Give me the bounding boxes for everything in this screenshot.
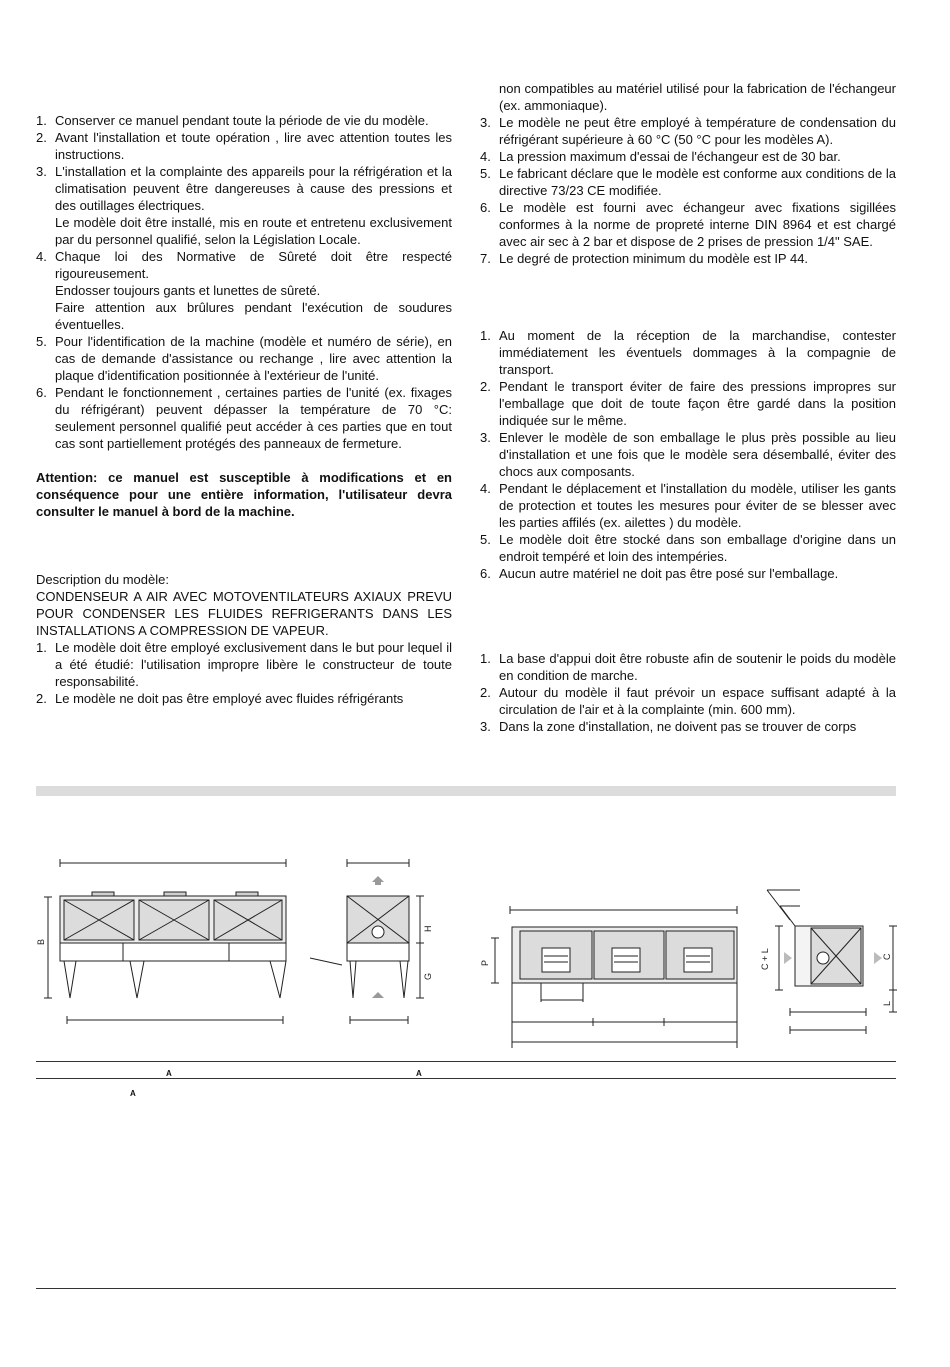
table-bottom-rule bbox=[36, 1288, 896, 1289]
list-item-text: Le modèle doit être stocké dans son emballage d'origine dans un endroit tempéré et loin des intempéries. bbox=[499, 532, 896, 564]
list-number: 1. bbox=[480, 651, 491, 666]
list-item-text: Chaque loi des Normative de Sûreté doit être respecté rigoureusement. bbox=[55, 249, 452, 281]
description-title: CONDENSEUR A AIR AVEC MOTOVENTILATEURS AXIAUX PREVU POUR CONDENSER LES FLUIDES REFRIGERANTS DANS LES INSTALLATIONS A COMPRESSION DE VAPEUR. bbox=[36, 589, 452, 638]
list-number: 3. bbox=[480, 115, 491, 130]
list-item-text: Le modèle doit être employé exclusivement dans le but pour lequel il a été étudié: l'utilisation impropre libère le constructeur de toute responsabilité. bbox=[55, 640, 452, 689]
side-view-drawing bbox=[310, 859, 424, 1024]
list-item bbox=[36, 333, 452, 384]
list-number: 3. bbox=[36, 164, 47, 179]
list-number: 3. bbox=[480, 719, 491, 734]
manual-warning: Attention: ce manuel est susceptible à modifications et en conséquence pour une entière information, l'utilisateur devra consulter le manuel à bord de la machine. bbox=[36, 470, 452, 519]
list-item-text: Le fabricant déclare que le modèle est conforme aux conditions de la directive 73/23 CE modifiée. bbox=[499, 166, 896, 198]
list-item bbox=[480, 718, 896, 735]
description-label: Description du modèle: bbox=[36, 572, 169, 587]
list-number: 2. bbox=[36, 130, 47, 145]
list-number: 1. bbox=[36, 640, 47, 655]
table-header-cell: A bbox=[416, 1069, 422, 1078]
list-item-text: Au moment de la réception de la marchandise, contester immédiatement les éventuels dommages à la compagnie de transport. bbox=[499, 328, 896, 377]
list-item-text: Enlever le modèle de son emballage le plus près possible au lieu d'installation et une fois que le modèle sera désemballé, éviter des chocs aux composants. bbox=[499, 430, 896, 479]
dimension-drawings bbox=[0, 840, 950, 1055]
right-column bbox=[480, 80, 896, 735]
list-item-text: Aucun autre matériel ne doit pas être posé sur l'emballage. bbox=[499, 566, 839, 581]
list-item-text: Le modèle ne peut être employé à température de condensation du réfrigérant supérieure à 60 °C (50 °C pour les modèles A). bbox=[499, 115, 896, 147]
list-number: 2. bbox=[480, 685, 491, 700]
safety-list bbox=[36, 112, 452, 452]
list-number: 5. bbox=[36, 334, 47, 349]
list-item-text: Endosser toujours gants et lunettes de sûreté. bbox=[55, 283, 321, 298]
list-item bbox=[480, 684, 896, 718]
list-item bbox=[36, 384, 452, 452]
table-header-rule bbox=[36, 1078, 896, 1079]
list-item bbox=[36, 639, 452, 690]
list-number: 6. bbox=[36, 385, 47, 400]
list-item bbox=[36, 690, 452, 707]
list-item bbox=[480, 480, 896, 531]
list-item-text: Pendant le transport éviter de faire des pressions impropres sur l'emballage que doit de toute façon être gardé dans la position indiquée sur le même. bbox=[499, 379, 896, 428]
list-item-text: Le modèle doit être installé, mis en route et entretenu exclusivement par du personnel qualifié, selon la Législation Locale. bbox=[55, 215, 452, 247]
list-item-text: Le modèle ne doit pas être employé avec fluides réfrigérants bbox=[55, 691, 404, 706]
list-item bbox=[36, 129, 452, 163]
list-item bbox=[480, 378, 896, 429]
list-item bbox=[480, 250, 896, 267]
dim-label-l: L bbox=[882, 1000, 892, 1006]
list-number: 2. bbox=[480, 379, 491, 394]
use-list bbox=[36, 639, 452, 707]
list-item bbox=[480, 114, 896, 148]
dim-label-g: G bbox=[423, 972, 433, 980]
list-item bbox=[36, 248, 452, 333]
dim-label-p: P bbox=[480, 959, 490, 966]
list-item bbox=[480, 327, 896, 378]
table-cell: A bbox=[130, 1089, 136, 1098]
list-item-text: Avant l'installation et toute opération , lire avec attention toutes les instructions. bbox=[55, 130, 452, 162]
list-item-text: La base d'appui doit être robuste afin de soutenir le poids du modèle en condition de marche. bbox=[499, 651, 896, 683]
list-item-text: Pendant le fonctionnement , certaines parties de l'unité (ex. fixages du réfrigérant) peuvent dépasser la température de 70 °C: seulement personnel qualifié peut accéder à ces parties que en tout cas sont partiellement protégés des panneaux de fermeture. bbox=[55, 385, 452, 451]
list-item-text: L'installation et la complainte des appareils pour la réfrigération et la climatisation peuvent être dangereuses à cause des pressions et des outillages électriques. bbox=[55, 164, 452, 213]
list-item-text: Pendant le déplacement et l'installation du modèle, utiliser les gants de protection et toutes les mesures pour éviter de se blesser avec les parties affilés (ex. ailettes ) du modèle. bbox=[499, 481, 896, 530]
list-item-text: Faire attention aux brûlures pendant l'exécution de soudures éventuelles. bbox=[55, 300, 452, 332]
list-number: 4. bbox=[480, 149, 491, 164]
list-number: 1. bbox=[36, 113, 47, 128]
transport-list bbox=[480, 327, 896, 582]
use-list-continued: non compatibles au matériel utilisé pour la fabrication de l'échangeur (ex. ammoniaque). bbox=[499, 81, 896, 113]
plan-side-view-drawing bbox=[767, 890, 897, 1034]
list-number: 3. bbox=[480, 430, 491, 445]
list-item-text: Pour l'identification de la machine (modèle et numéro de série), en cas de demande d'assistance ou rechange , lire avec attention la plaque d'identification positionnée à l'extérieur de l'unité. bbox=[55, 334, 452, 383]
dim-label-cl: C + L bbox=[760, 948, 770, 970]
section-header-bar bbox=[36, 786, 896, 796]
list-item bbox=[480, 148, 896, 165]
installation-list bbox=[480, 650, 896, 735]
list-item bbox=[480, 531, 896, 565]
dim-label-h: H bbox=[423, 925, 433, 932]
front-view-drawing bbox=[44, 859, 286, 1024]
left-column bbox=[36, 112, 452, 707]
list-item bbox=[480, 165, 896, 199]
list-item bbox=[480, 565, 896, 582]
plan-view-drawing bbox=[491, 906, 737, 1048]
list-number: 4. bbox=[36, 249, 47, 264]
list-item bbox=[36, 112, 452, 129]
list-number: 6. bbox=[480, 200, 491, 215]
list-item bbox=[480, 429, 896, 480]
list-item bbox=[480, 199, 896, 250]
use-list-cont bbox=[480, 114, 896, 267]
table-header-cell: A bbox=[166, 1069, 172, 1078]
list-number: 4. bbox=[480, 481, 491, 496]
list-item-text: Le degré de protection minimum du modèle est IP 44. bbox=[499, 251, 809, 266]
list-item bbox=[36, 163, 452, 248]
list-number: 7. bbox=[480, 251, 491, 266]
list-number: 5. bbox=[480, 532, 491, 547]
list-item bbox=[480, 650, 896, 684]
list-item-text: Dans la zone d'installation, ne doivent pas se trouver de corps bbox=[499, 719, 857, 734]
list-number: 6. bbox=[480, 566, 491, 581]
list-item-text: Conserver ce manuel pendant toute la période de vie du modèle. bbox=[55, 113, 429, 128]
table-top-rule bbox=[36, 1061, 896, 1062]
list-number: 5. bbox=[480, 166, 491, 181]
list-item-text: Autour du modèle il faut prévoir un espace suffisant adapté à la circulation de l'air et à la complainte (min. 600 mm). bbox=[499, 685, 896, 717]
list-item-text: Le modèle est fourni avec échangeur avec fixations sigillées conformes à la norme de propreté interne DIN 8964 et est chargé avec air sec à 2 bar et dispose de 2 prises de pression 1/4" SAE. bbox=[499, 200, 896, 249]
dim-label-c: C bbox=[882, 953, 892, 960]
dim-label-b: B bbox=[36, 938, 46, 945]
list-number: 2. bbox=[36, 691, 47, 706]
list-item-text: La pression maximum d'essai de l'échangeur est de 30 bar. bbox=[499, 149, 841, 164]
list-number: 1. bbox=[480, 328, 491, 343]
